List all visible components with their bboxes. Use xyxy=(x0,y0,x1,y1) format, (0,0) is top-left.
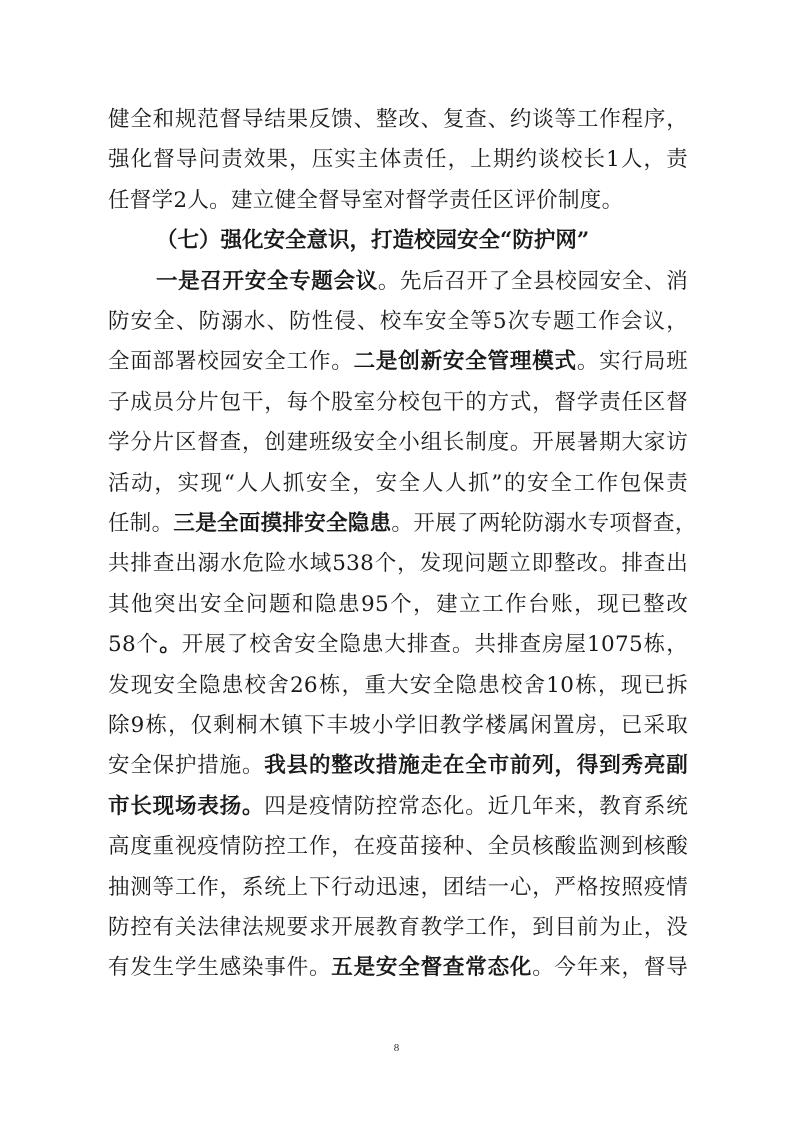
text-line xyxy=(108,423,688,463)
text-line xyxy=(108,948,688,988)
bold-phrase: 三是全面摸排安全隐患 xyxy=(173,511,392,536)
text-line xyxy=(108,706,688,746)
text-line xyxy=(108,544,688,584)
text-line xyxy=(108,908,688,948)
text-run: 四是疫情防控常态化。近几年来，教育系统 xyxy=(264,793,688,819)
text-run: 开展了校舍安全隐患大排查。共排查房屋1075栋， xyxy=(181,632,688,658)
text-line xyxy=(108,787,688,827)
text-line xyxy=(108,625,688,665)
bold-phrase: 。 xyxy=(159,632,182,658)
text-run: （七）强化安全意识，打造校园安全“防护网” xyxy=(156,228,590,254)
text-run: 。实行局班 xyxy=(576,349,688,375)
text-run: 共排查出溺水危险水域538个，发现问题立即整改。排查出 xyxy=(108,551,688,577)
text-line xyxy=(108,504,697,544)
text-line xyxy=(108,302,688,342)
text-run: 任制。 xyxy=(108,511,174,536)
bold-phrase: 我县的整改措施走在全市前列，得到秀亮副 xyxy=(264,753,688,779)
section-heading xyxy=(108,221,688,261)
text-run: 全面部署校园安全工作。 xyxy=(108,349,354,375)
text-run: 58个 xyxy=(108,632,160,658)
text-line xyxy=(108,100,688,140)
text-line xyxy=(108,342,688,382)
text-run: 。开展了两轮防溺水专项督查， xyxy=(391,511,697,536)
text-run: 活动，实现“人人抓安全，安全人人抓”的安全工作包保责 xyxy=(108,470,688,496)
text-run: 除9栋，仅剩桐木镇下丰坡小学旧教学楼属闲置房，已采取 xyxy=(108,713,688,738)
text-line xyxy=(108,746,688,786)
text-line xyxy=(108,585,688,625)
text-run: 安全保护措施。 xyxy=(108,753,265,779)
text-run: 学分片区督查，创建班级安全小组长制度。开展暑期大家访 xyxy=(108,430,688,456)
text-line xyxy=(108,666,688,706)
text-line xyxy=(108,140,688,180)
text-run: 子成员分片包干，每个股室分校包干的方式，督学责任区督 xyxy=(108,389,688,415)
text-run: 高度重视疫情防控工作，在疫苗接种、全员核酸监测到核酸 xyxy=(108,834,688,860)
text-line xyxy=(108,464,688,504)
text-run: 抽测等工作，系统上下行动迅速，团结一心，严格按照疫情 xyxy=(108,874,688,900)
text-run: 防控有关法律法规要求开展教育教学工作，到目前为止，没 xyxy=(108,915,688,940)
text-run: 。今年来，督导 xyxy=(532,955,688,981)
text-run: 任督学2人。建立健全督导室对督学责任区评价制度。 xyxy=(108,187,624,213)
text-run: 有发生学生感染事件。 xyxy=(108,955,332,981)
text-line xyxy=(108,868,688,908)
text-line xyxy=(108,262,688,302)
page-number: 8 xyxy=(393,1042,400,1054)
text-line xyxy=(108,181,688,221)
text-run: 强化督导问责效果，压实主体责任，上期约谈校长1人，责 xyxy=(108,147,688,173)
bold-phrase: 二是创新安全管理模式 xyxy=(353,349,577,375)
text-run: 防安全、防溺水、防性侵、校车安全等5次专题工作会议， xyxy=(108,309,688,334)
text-run: 。先后召开了全县校园安全、消 xyxy=(377,268,688,294)
text-run: 发现安全隐患校舍26栋，重大安全隐患校舍10栋，现已拆 xyxy=(108,672,688,698)
text-line xyxy=(108,827,688,867)
bold-phrase: 一是召开安全专题会议 xyxy=(156,268,378,294)
bold-phrase: 五是安全督查常态化 xyxy=(331,955,533,981)
bold-phrase: 市长现场表扬。 xyxy=(108,793,265,819)
text-line xyxy=(108,383,688,423)
text-run: 其他突出安全问题和隐患95个，建立工作台账，现已整改 xyxy=(108,591,688,617)
text-run: 健全和规范督导结果反馈、整改、复查、约谈等工作程序， xyxy=(108,107,688,132)
